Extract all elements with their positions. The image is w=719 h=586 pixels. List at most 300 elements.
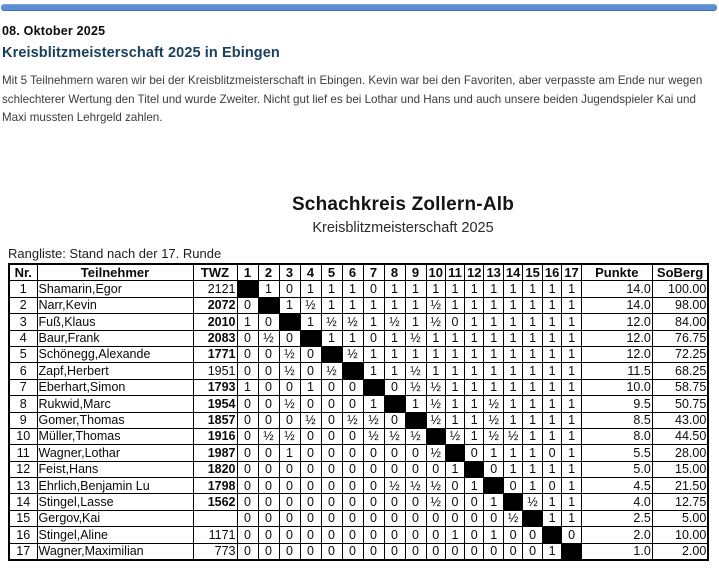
- cell-points: 14.0: [581, 297, 652, 313]
- cell-result-round-12: 1: [464, 346, 483, 362]
- cell-soberg: 15.00: [652, 461, 708, 477]
- cell-result-round-5: 0: [321, 461, 342, 477]
- cell-result-round-17: 1: [562, 510, 581, 526]
- cell-result-round-10: ½: [426, 297, 445, 313]
- cell-result-round-12: 1: [464, 297, 483, 313]
- cell-result-round-11: 1: [445, 396, 464, 412]
- cell-result-round-2: 0: [258, 379, 279, 395]
- cell-result-round-16: 1: [542, 543, 561, 560]
- cell-result-round-11: 0: [445, 510, 464, 526]
- cell-result-round-14: 1: [503, 396, 522, 412]
- cell-result-round-1: 0: [237, 330, 258, 346]
- cell-result-round-13: 1: [484, 297, 503, 313]
- cell-result-round-16: 1: [542, 412, 561, 428]
- column-header-round-15: 15: [523, 264, 542, 281]
- cell-result-round-14: 1: [503, 330, 522, 346]
- cell-result-round-11: 1: [445, 281, 464, 297]
- cell-player-name: Gergov,Kai: [37, 510, 193, 526]
- cell-result-round-6: 1: [342, 297, 363, 313]
- cell-result-round-17: 1: [562, 363, 581, 379]
- cell-player-name: Wagner,Lothar: [37, 445, 193, 461]
- cell-result-round-1: 0: [237, 297, 258, 313]
- cell-result-round-10: ½: [426, 412, 445, 428]
- cell-result-round-6: 0: [342, 379, 363, 395]
- cell-rank: 9: [9, 412, 37, 428]
- table-caption: Rangliste: Stand nach der 17. Runde: [8, 246, 222, 261]
- cell-result-round-15: 1: [523, 330, 542, 346]
- cell-result-round-15: 1: [523, 379, 542, 395]
- cell-result-round-5: 1: [321, 297, 342, 313]
- cell-result-round-5: 0: [321, 428, 342, 444]
- cell-result-round-11: 1: [445, 527, 464, 543]
- cell-result-round-5: 0: [321, 412, 342, 428]
- cell-result-round-15: 1: [523, 461, 542, 477]
- cell-player-name: Fuß,Klaus: [37, 314, 193, 330]
- cell-result-round-12: 1: [464, 412, 483, 428]
- cell-result-round-13: 1: [484, 363, 503, 379]
- cell-result-round-6: 0: [342, 396, 363, 412]
- cell-result-round-14: 1: [503, 445, 522, 461]
- cell-result-round-5: 1: [321, 330, 342, 346]
- cell-result-round-1: 0: [237, 412, 258, 428]
- cell-result-round-2: ½: [258, 330, 279, 346]
- cell-soberg: 76.75: [652, 330, 708, 346]
- cell-result-round-3: 0: [279, 478, 300, 494]
- cell-result-round-2: 0: [258, 363, 279, 379]
- cell-points: 12.0: [581, 346, 652, 362]
- cell-result-round-4: 0: [300, 428, 321, 444]
- table-row: [9, 510, 708, 526]
- cell-points: 14.0: [581, 281, 652, 297]
- cell-result-round-9: 1: [405, 314, 426, 330]
- cell-rating: 1857: [193, 412, 237, 428]
- cell-player-name: Wagner,Maximilian: [37, 543, 193, 560]
- cell-result-round-8: 0: [384, 412, 405, 428]
- cell-result-round-16: 1: [542, 314, 561, 330]
- cell-result-round-3: ½: [279, 363, 300, 379]
- cell-result-round-12: 1: [464, 281, 483, 297]
- cell-player-name: Shamarin,Egor: [37, 281, 193, 297]
- cell-result-round-17: 1: [562, 396, 581, 412]
- column-header-round-10: 10: [426, 264, 445, 281]
- cell-result-round-12: 0: [464, 445, 483, 461]
- cell-result-round-14: 0: [503, 543, 522, 560]
- cell-result-round-15: 1: [523, 297, 542, 313]
- cell-result-round-6: 0: [342, 543, 363, 560]
- cell-result-round-8: 0: [384, 379, 405, 395]
- cell-soberg: 72.25: [652, 346, 708, 362]
- cell-result-round-1: 0: [237, 461, 258, 477]
- cell-result-round-9: ½: [405, 363, 426, 379]
- cell-result-round-11: 0: [445, 543, 464, 560]
- cell-result-round-14: 0: [503, 527, 522, 543]
- cell-result-round-17: 1: [562, 412, 581, 428]
- cell-result-round-15: 1: [523, 281, 542, 297]
- cell-result-round-14: 1: [503, 363, 522, 379]
- cell-result-round-2: 0: [258, 478, 279, 494]
- cell-result-round-4: 0: [300, 396, 321, 412]
- cell-soberg: 98.00: [652, 297, 708, 313]
- cell-result-round-13: ½: [484, 428, 503, 444]
- cell-rank: 12: [9, 461, 37, 477]
- ranking-table: [8, 263, 709, 561]
- cell-result-round-3: 0: [279, 461, 300, 477]
- column-header-round-3: 3: [279, 264, 300, 281]
- cell-result-round-2: 0: [258, 412, 279, 428]
- cell-result-round-15: 1: [523, 412, 542, 428]
- column-header-round-9: 9: [405, 264, 426, 281]
- table-row: [9, 396, 708, 412]
- cell-rank: 13: [9, 478, 37, 494]
- cell-player-name: Eberhart,Simon: [37, 379, 193, 395]
- cell-rank: 4: [9, 330, 37, 346]
- cell-result-round-6: 0: [342, 527, 363, 543]
- cell-result-round-2: 0: [258, 346, 279, 362]
- cell-result-round-4: 1: [300, 314, 321, 330]
- cell-result-round-4: 0: [300, 510, 321, 526]
- cell-result-round-12: 1: [464, 379, 483, 395]
- cell-result-round-9: 0: [405, 494, 426, 510]
- table-row: [9, 543, 708, 560]
- cell-result-round-5: 0: [321, 527, 342, 543]
- cell-player-name: Stingel,Lasse: [37, 494, 193, 510]
- cell-result-round-12: 0: [464, 527, 483, 543]
- cell-result-round-9: ½: [405, 428, 426, 444]
- cell-result-round-10: 1: [426, 346, 445, 362]
- cell-result-round-13: ½: [484, 412, 503, 428]
- cell-rank: 2: [9, 297, 37, 313]
- cell-result-round-4: 0: [300, 461, 321, 477]
- table-row: [9, 527, 708, 543]
- cell-points: 8.0: [581, 428, 652, 444]
- cell-result-round-5: ½: [321, 363, 342, 379]
- cell-rating: [193, 510, 237, 526]
- column-header-round-17: 17: [562, 264, 581, 281]
- column-header-round-14: 14: [503, 264, 522, 281]
- cell-result-round-13: 0: [484, 510, 503, 526]
- column-header-twz: TWZ: [193, 264, 237, 281]
- cell-result-round-14: 1: [503, 346, 522, 362]
- cell-result-round-6: ½: [342, 412, 363, 428]
- cell-result-round-3: 0: [279, 527, 300, 543]
- cell-player-name: Gomer,Thomas: [37, 412, 193, 428]
- table-row: [9, 428, 708, 444]
- cell-rating: 1951: [193, 363, 237, 379]
- post-body-paragraph: Mit 5 Teilnehmern waren wir bei der Kreisblitzmeisterschaft in Ebingen. Kevin war bei den Favoriten, aber verpasste am Ende nur wegen schlechterer Wertung den Titel und wurde Zweiter. Nicht gut lief es bei Lothar und Hans und auch unsere beiden Jugendspieler Kai und Maxi mussten Lehrgeld zahlen.: [2, 74, 703, 124]
- cell-result-round-10: 1: [426, 330, 445, 346]
- cell-rank: 6: [9, 363, 37, 379]
- cell-points: 5.5: [581, 445, 652, 461]
- image-title: Schachkreis Zollern-Alb: [291, 194, 515, 215]
- cell-result-round-6: ½: [342, 314, 363, 330]
- cell-result-round-8: ½: [384, 314, 405, 330]
- cell-result-round-9: 0: [405, 510, 426, 526]
- cell-result-round-13: 1: [484, 314, 503, 330]
- cell-result-round-14: 1: [503, 314, 522, 330]
- column-header-teilnehmer: Teilnehmer: [37, 264, 193, 281]
- cell-result-round-2: 0: [258, 494, 279, 510]
- cell-soberg: 100.00: [652, 281, 708, 297]
- table-header-row: [9, 264, 708, 281]
- cell-result-round-7: 0: [363, 478, 384, 494]
- cell-result-round-10: ½: [426, 478, 445, 494]
- cell-result-round-3: 1: [279, 445, 300, 461]
- cell-result-round-9: 0: [405, 527, 426, 543]
- cell-result-round-8: 0: [384, 445, 405, 461]
- column-header-soberg: SoBerg: [652, 264, 708, 281]
- cell-result-round-16: 1: [542, 396, 561, 412]
- cell-result-round-3: 0: [279, 281, 300, 297]
- cell-result-round-16: 1: [542, 297, 561, 313]
- cell-rank: 7: [9, 379, 37, 395]
- cell-points: 2.0: [581, 527, 652, 543]
- cell-result-round-7: 1: [363, 363, 384, 379]
- cell-result-round-17: 1: [562, 297, 581, 313]
- cell-result-round-4: ½: [300, 412, 321, 428]
- cell-result-round-15: [523, 510, 542, 526]
- cell-result-round-11: [445, 445, 464, 461]
- cell-points: 1.0: [581, 543, 652, 560]
- cell-result-round-13: ½: [484, 396, 503, 412]
- column-header-round-1: 1: [237, 264, 258, 281]
- cell-result-round-4: 0: [300, 346, 321, 362]
- cell-rating: 2072: [193, 297, 237, 313]
- table-row: [9, 330, 708, 346]
- cell-soberg: 84.00: [652, 314, 708, 330]
- cell-result-round-12: 0: [464, 510, 483, 526]
- table-row: [9, 494, 708, 510]
- cell-result-round-3: 0: [279, 379, 300, 395]
- cell-rating: 2121: [193, 281, 237, 297]
- cell-result-round-16: 0: [542, 478, 561, 494]
- column-header-punkte: Punkte: [581, 264, 652, 281]
- column-header-round-6: 6: [342, 264, 363, 281]
- cell-player-name: Müller,Thomas: [37, 428, 193, 444]
- cell-result-round-15: ½: [523, 494, 542, 510]
- cell-result-round-3: 0: [279, 510, 300, 526]
- cell-soberg: 44.50: [652, 428, 708, 444]
- cell-result-round-8: ½: [384, 478, 405, 494]
- cell-result-round-11: 0: [445, 314, 464, 330]
- cell-result-round-7: 1: [363, 297, 384, 313]
- cell-result-round-12: 0: [464, 543, 483, 560]
- cell-result-round-6: 0: [342, 478, 363, 494]
- cell-result-round-8: 1: [384, 297, 405, 313]
- cell-result-round-8: [384, 396, 405, 412]
- cell-result-round-9: 0: [405, 445, 426, 461]
- cell-rank: 14: [9, 494, 37, 510]
- cell-result-round-12: 1: [464, 396, 483, 412]
- cell-result-round-12: 1: [464, 428, 483, 444]
- cell-rank: 16: [9, 527, 37, 543]
- cell-result-round-5: 0: [321, 510, 342, 526]
- cell-result-round-5: ½: [321, 314, 342, 330]
- cell-result-round-2: 0: [258, 314, 279, 330]
- cell-result-round-13: 1: [484, 379, 503, 395]
- cell-result-round-7: [363, 379, 384, 395]
- cell-soberg: 10.00: [652, 527, 708, 543]
- cell-result-round-7: ½: [363, 412, 384, 428]
- cell-player-name: Ehrlich,Benjamin Lu: [37, 478, 193, 494]
- cell-result-round-14: 0: [503, 478, 522, 494]
- cell-result-round-13: 1: [484, 281, 503, 297]
- cell-result-round-1: 0: [237, 543, 258, 560]
- table-row: [9, 363, 708, 379]
- cell-result-round-1: 1: [237, 379, 258, 395]
- cell-result-round-5: 0: [321, 445, 342, 461]
- cell-result-round-15: 1: [523, 445, 542, 461]
- cell-result-round-17: [562, 543, 581, 560]
- cell-result-round-15: 1: [523, 428, 542, 444]
- cell-result-round-12: [464, 461, 483, 477]
- cell-result-round-15: 0: [523, 527, 542, 543]
- cell-result-round-3: 0: [279, 412, 300, 428]
- cell-soberg: 5.00: [652, 510, 708, 526]
- cell-points: 10.0: [581, 379, 652, 395]
- cell-rank: 15: [9, 510, 37, 526]
- cell-player-name: Narr,Kevin: [37, 297, 193, 313]
- cell-result-round-14: 1: [503, 461, 522, 477]
- cell-result-round-9: 1: [405, 346, 426, 362]
- cell-result-round-17: 0: [562, 527, 581, 543]
- cell-result-round-4: 0: [300, 494, 321, 510]
- cell-points: 9.5: [581, 396, 652, 412]
- cell-soberg: 21.50: [652, 478, 708, 494]
- cell-result-round-2: 0: [258, 510, 279, 526]
- column-header-round-16: 16: [542, 264, 561, 281]
- cell-result-round-15: 1: [523, 346, 542, 362]
- cell-result-round-2: 0: [258, 543, 279, 560]
- cell-result-round-12: 1: [464, 363, 483, 379]
- cell-result-round-10: 0: [426, 527, 445, 543]
- cell-result-round-2: 0: [258, 461, 279, 477]
- cell-points: 8.5: [581, 412, 652, 428]
- cell-result-round-16: 1: [542, 461, 561, 477]
- cell-result-round-5: [321, 346, 342, 362]
- cell-result-round-4: 1: [300, 281, 321, 297]
- cell-points: 4.0: [581, 494, 652, 510]
- ranking-table-body: [9, 281, 708, 560]
- cell-result-round-1: 0: [237, 396, 258, 412]
- cell-result-round-2: 0: [258, 396, 279, 412]
- cell-result-round-3: 0: [279, 494, 300, 510]
- cell-result-round-12: 1: [464, 330, 483, 346]
- cell-result-round-16: 1: [542, 330, 561, 346]
- cell-result-round-7: 0: [363, 543, 384, 560]
- cell-soberg: 68.25: [652, 363, 708, 379]
- cell-result-round-10: ½: [426, 396, 445, 412]
- table-row: [9, 346, 708, 362]
- cell-result-round-17: 1: [562, 314, 581, 330]
- cell-result-round-7: 0: [363, 445, 384, 461]
- cell-rating: 1820: [193, 461, 237, 477]
- column-header-round-4: 4: [300, 264, 321, 281]
- cell-result-round-2: 0: [258, 527, 279, 543]
- cell-result-round-1: 1: [237, 314, 258, 330]
- cell-result-round-11: 1: [445, 330, 464, 346]
- column-header-round-11: 11: [445, 264, 464, 281]
- cell-rating: 2010: [193, 314, 237, 330]
- cell-result-round-12: 1: [464, 314, 483, 330]
- cell-result-round-15: 1: [523, 396, 542, 412]
- cell-result-round-5: 0: [321, 396, 342, 412]
- cell-result-round-16: 1: [542, 379, 561, 395]
- cell-result-round-12: 1: [464, 478, 483, 494]
- cell-result-round-1: 0: [237, 428, 258, 444]
- cell-result-round-17: 1: [562, 346, 581, 362]
- cell-result-round-9: [405, 412, 426, 428]
- column-header-round-7: 7: [363, 264, 384, 281]
- cell-result-round-4: 0: [300, 478, 321, 494]
- cell-result-round-13: 0: [484, 461, 503, 477]
- cell-result-round-16: 0: [542, 445, 561, 461]
- cell-result-round-16: [542, 527, 561, 543]
- table-row: [9, 461, 708, 477]
- cell-result-round-10: ½: [426, 445, 445, 461]
- cell-result-round-14: [503, 494, 522, 510]
- cell-result-round-4: 0: [300, 445, 321, 461]
- cell-result-round-4: 0: [300, 527, 321, 543]
- cell-result-round-9: ½: [405, 330, 426, 346]
- cell-player-name: Feist,Hans: [37, 461, 193, 477]
- table-row: [9, 297, 708, 313]
- cell-result-round-17: 1: [562, 445, 581, 461]
- cell-result-round-1: 0: [237, 527, 258, 543]
- cell-result-round-8: 0: [384, 461, 405, 477]
- cell-result-round-14: 1: [503, 281, 522, 297]
- cell-result-round-13: 1: [484, 346, 503, 362]
- cell-soberg: 2.00: [652, 543, 708, 560]
- cell-result-round-12: 0: [464, 494, 483, 510]
- cell-result-round-8: 1: [384, 346, 405, 362]
- cell-result-round-11: 0: [445, 494, 464, 510]
- cell-result-round-14: ½: [503, 510, 522, 526]
- cell-result-round-11: 1: [445, 412, 464, 428]
- cell-rank: 1: [9, 281, 37, 297]
- cell-result-round-7: 1: [363, 314, 384, 330]
- post-title: Kreisblitzmeisterschaft 2025 in Ebingen: [2, 45, 280, 61]
- cell-result-round-3: [279, 314, 300, 330]
- cell-points: 2.5: [581, 510, 652, 526]
- cell-result-round-13: [484, 478, 503, 494]
- cell-rank: 5: [9, 346, 37, 362]
- cell-rating: 1562: [193, 494, 237, 510]
- cell-result-round-11: 1: [445, 346, 464, 362]
- cell-result-round-16: 1: [542, 510, 561, 526]
- cell-result-round-9: 1: [405, 396, 426, 412]
- cell-result-round-17: 1: [562, 461, 581, 477]
- cell-player-name: Zapf,Herbert: [37, 363, 193, 379]
- cell-result-round-10: 0: [426, 510, 445, 526]
- cell-result-round-11: 1: [445, 297, 464, 313]
- cell-result-round-10: 1: [426, 281, 445, 297]
- cell-result-round-11: 1: [445, 363, 464, 379]
- cell-result-round-1: 0: [237, 510, 258, 526]
- cell-result-round-10: 0: [426, 461, 445, 477]
- cell-result-round-9: 1: [405, 297, 426, 313]
- cell-result-round-10: ½: [426, 379, 445, 395]
- cell-result-round-16: 1: [542, 494, 561, 510]
- cell-soberg: 12.75: [652, 494, 708, 510]
- cell-result-round-8: 0: [384, 510, 405, 526]
- cell-result-round-4: ½: [300, 297, 321, 313]
- top-accent-bar: [1, 4, 717, 11]
- cell-result-round-6: 0: [342, 428, 363, 444]
- cell-result-round-6: 0: [342, 494, 363, 510]
- cell-result-round-7: 0: [363, 527, 384, 543]
- cell-result-round-7: 0: [363, 330, 384, 346]
- cell-result-round-9: 0: [405, 461, 426, 477]
